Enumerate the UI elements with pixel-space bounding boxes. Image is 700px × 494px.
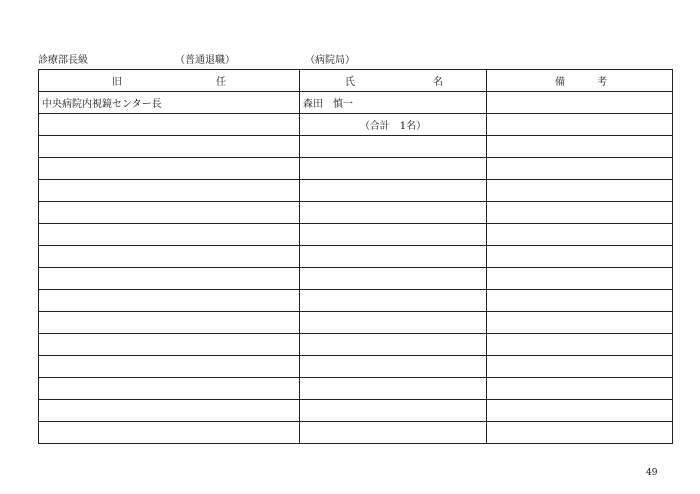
empty-cell	[487, 290, 673, 312]
empty-cell	[487, 400, 673, 422]
total-count-cell: （合計 1名）	[300, 114, 487, 136]
empty-cell	[39, 334, 300, 356]
retirement-type-label: （普通退職）	[175, 55, 235, 66]
column-header-name-char-2: 名	[433, 77, 443, 88]
empty-cell	[300, 224, 487, 246]
table-row-empty	[39, 356, 673, 378]
empty-cell	[487, 136, 673, 158]
column-header-former-post	[39, 70, 300, 92]
empty-cell	[487, 246, 673, 268]
table-row-empty	[39, 158, 673, 180]
table-row	[39, 92, 673, 114]
empty-cell	[300, 400, 487, 422]
empty-cell	[300, 334, 487, 356]
table-row-empty	[39, 290, 673, 312]
empty-cell	[300, 246, 487, 268]
empty-cell	[39, 312, 300, 334]
empty-cell	[300, 136, 487, 158]
table-row-empty	[39, 312, 673, 334]
empty-cell	[487, 334, 673, 356]
empty-cell	[39, 356, 300, 378]
empty-cell	[39, 114, 300, 136]
table-row-empty	[39, 422, 673, 444]
column-header-remarks-char-1: 備	[555, 77, 565, 88]
empty-cell	[487, 180, 673, 202]
table-row-empty	[39, 268, 673, 290]
empty-cell	[39, 180, 300, 202]
empty-cell	[300, 158, 487, 180]
column-header-name-char-1: 氏	[345, 77, 355, 88]
table-row-empty	[39, 246, 673, 268]
position-grade-label: 診療部長級	[38, 55, 88, 66]
total-row	[39, 114, 673, 136]
empty-cell	[39, 136, 300, 158]
remarks-cell	[487, 92, 673, 114]
table-row-empty	[39, 224, 673, 246]
empty-cell	[39, 202, 300, 224]
column-header-remarks	[487, 70, 673, 92]
former-post-cell: 中央病院内視鏡センター長	[39, 92, 300, 114]
empty-cell	[300, 180, 487, 202]
empty-cell	[487, 158, 673, 180]
column-header-name	[300, 70, 487, 92]
empty-cell	[487, 378, 673, 400]
table-row-empty	[39, 378, 673, 400]
empty-cell	[300, 290, 487, 312]
department-label: （病院局）	[305, 55, 355, 66]
empty-cell	[39, 246, 300, 268]
empty-cell	[39, 422, 300, 444]
empty-cell	[300, 202, 487, 224]
empty-cell	[487, 202, 673, 224]
empty-cell	[39, 378, 300, 400]
empty-cell	[39, 268, 300, 290]
empty-cell	[487, 356, 673, 378]
name-cell: 森田 慎一	[300, 92, 487, 114]
empty-cell	[487, 268, 673, 290]
empty-cell	[300, 422, 487, 444]
table-row-empty	[39, 202, 673, 224]
empty-cell	[487, 422, 673, 444]
table-row-empty	[39, 180, 673, 202]
empty-cell	[39, 158, 300, 180]
empty-cell	[39, 290, 300, 312]
empty-cell	[300, 356, 487, 378]
empty-cell	[39, 400, 300, 422]
empty-cell	[300, 378, 487, 400]
personnel-table	[38, 69, 673, 444]
column-header-former-post-char-1: 旧	[112, 77, 122, 88]
empty-cell	[487, 114, 673, 136]
column-header-former-post-char-2: 任	[216, 77, 226, 88]
table-row-empty	[39, 400, 673, 422]
table-header-row	[39, 70, 673, 92]
page-number: 49	[646, 468, 658, 478]
table-row-empty	[39, 334, 673, 356]
empty-cell	[300, 268, 487, 290]
empty-cell	[300, 312, 487, 334]
empty-cell	[487, 224, 673, 246]
empty-cell	[487, 312, 673, 334]
empty-cell	[39, 224, 300, 246]
table-row-empty	[39, 136, 673, 158]
column-header-remarks-char-2: 考	[597, 77, 607, 88]
